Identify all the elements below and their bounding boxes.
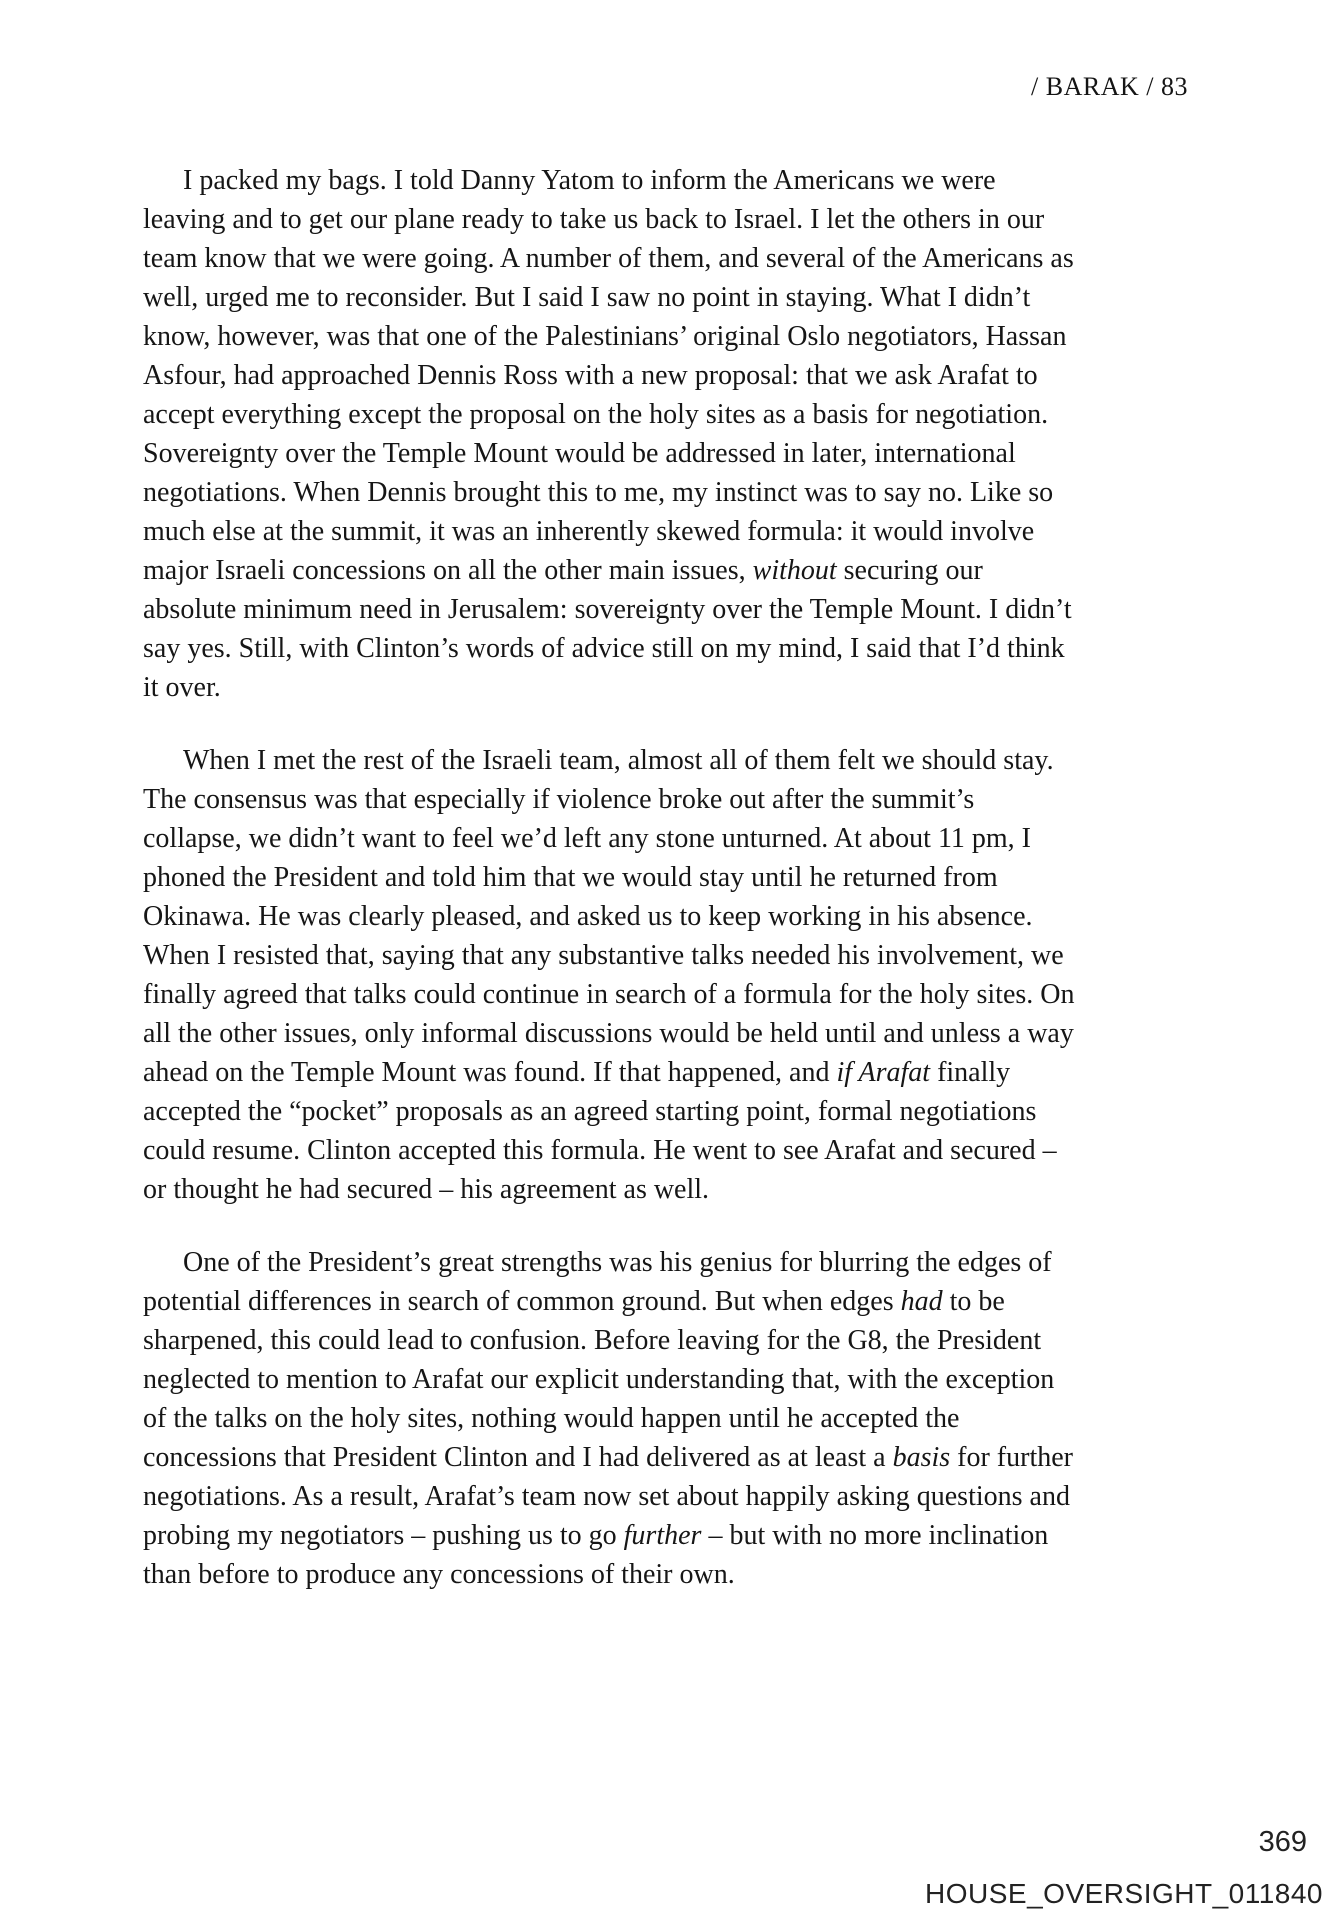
text-segment: potential differences in search of common ground. But when edges	[143, 1286, 901, 1317]
text-line	[143, 741, 1183, 780]
text-segment: securing our	[836, 555, 983, 586]
text-segment: When I resisted that, saying that any substantive talks needed his involvement, we	[143, 940, 1064, 971]
text-segment: Okinawa. He was clearly pleased, and asked us to keep working in his absence.	[143, 901, 1033, 932]
text-line	[143, 1092, 1183, 1131]
text-segment: leaving and to get our plane ready to take us back to Israel. I let the others in our	[143, 204, 1045, 235]
text-line	[143, 395, 1183, 434]
text-line	[143, 161, 1183, 200]
text-segment: say yes. Still, with Clinton’s words of advice still on my mind, I said that I’d think	[143, 633, 1065, 664]
text-segment: finally agreed that talks could continue in search of a formula for the holy sites. On	[143, 979, 1075, 1010]
text-line	[143, 668, 1183, 707]
text-line	[143, 858, 1183, 897]
paragraph-3	[143, 1243, 1183, 1594]
italic-text-segment: without	[752, 555, 837, 586]
text-line	[143, 473, 1183, 512]
text-line	[143, 1477, 1183, 1516]
text-segment: accepted the “pocket” proposals as an agreed starting point, formal negotiations	[143, 1096, 1037, 1127]
text-line	[143, 936, 1183, 975]
text-segment: One of the President’s great strengths was his genius for blurring the edges of	[183, 1247, 1052, 1278]
text-line	[143, 1053, 1183, 1092]
paragraph-2	[143, 741, 1183, 1209]
text-segment: could resume. Clinton accepted this formula. He went to see Arafat and secured –	[143, 1135, 1057, 1166]
text-line	[143, 780, 1183, 819]
text-segment: negotiations. As a result, Arafat’s team now set about happily asking questions and	[143, 1481, 1070, 1512]
text-line	[143, 1555, 1183, 1594]
text-segment: well, urged me to reconsider. But I said I saw no point in staying. What I didn’t	[143, 282, 1031, 313]
text-segment: accept everything except the proposal on the holy sites as a basis for negotiation.	[143, 399, 1049, 430]
text-line	[143, 1516, 1183, 1555]
text-segment: major Israeli concessions on all the other main issues,	[143, 555, 753, 586]
text-line	[143, 1243, 1183, 1282]
italic-text-segment: if Arafat	[836, 1057, 931, 1088]
text-segment: Asfour, had approached Dennis Ross with a new proposal: that we ask Arafat to	[143, 360, 1038, 391]
text-segment: or thought he had secured – his agreement as well.	[143, 1174, 710, 1205]
text-segment: collapse, we didn’t want to feel we’d left any stone unturned. At about 11 pm, I	[143, 823, 1032, 854]
text-segment: of the talks on the holy sites, nothing would happen until he accepted the	[143, 1403, 960, 1434]
text-segment: The consensus was that especially if violence broke out after the summit’s	[143, 784, 975, 815]
text-segment: negotiations. When Dennis brought this to me, my instinct was to say no. Like so	[143, 477, 1054, 508]
text-line	[143, 1131, 1183, 1170]
italic-text-segment: had	[900, 1286, 943, 1317]
text-segment: for further	[950, 1442, 1073, 1473]
text-line	[143, 1438, 1183, 1477]
text-line	[143, 1399, 1183, 1438]
text-line	[143, 278, 1183, 317]
text-line	[143, 819, 1183, 858]
text-segment: much else at the summit, it was an inherently skewed formula: it would involve	[143, 516, 1035, 547]
text-segment: finally	[930, 1057, 1011, 1088]
body-text-block	[143, 161, 1183, 1628]
text-segment: phoned the President and told him that we would stay until he returned from	[143, 862, 998, 893]
text-segment: all the other issues, only informal discussions would be held until and unless a way	[143, 1018, 1074, 1049]
text-line	[143, 1014, 1183, 1053]
text-segment: sharpened, this could lead to confusion. Before leaving for the G8, the President	[143, 1325, 1042, 1356]
text-segment: ahead on the Temple Mount was found. If that happened, and	[143, 1057, 837, 1088]
text-line	[143, 975, 1183, 1014]
text-segment: to be	[942, 1286, 1005, 1317]
text-line	[143, 897, 1183, 936]
text-line	[143, 512, 1183, 551]
text-segment: absolute minimum need in Jerusalem: sovereignty over the Temple Mount. I didn’t	[143, 594, 1072, 625]
bates-stamp: HOUSE_OVERSIGHT_011840	[925, 1878, 1323, 1909]
text-segment: probing my negotiators – pushing us to go	[143, 1520, 624, 1551]
text-line	[143, 1360, 1183, 1399]
running-header: / BARAK / 83	[1031, 72, 1188, 101]
text-line	[143, 551, 1183, 590]
text-line	[143, 239, 1183, 278]
text-segment: – but with no more inclination	[701, 1520, 1049, 1551]
text-line	[143, 590, 1183, 629]
page-number: 369	[1258, 1826, 1307, 1858]
text-segment: neglected to mention to Arafat our explicit understanding that, with the exception	[143, 1364, 1055, 1395]
italic-text-segment: basis	[892, 1442, 951, 1473]
italic-text-segment: further	[623, 1520, 702, 1551]
text-segment: concessions that President Clinton and I had delivered as at least a	[143, 1442, 893, 1473]
text-line	[143, 356, 1183, 395]
text-segment: Sovereignty over the Temple Mount would be addressed in later, international	[143, 438, 1016, 469]
text-segment: When I met the rest of the Israeli team, almost all of them felt we should stay.	[183, 745, 1054, 776]
text-line	[143, 629, 1183, 668]
paragraph-1	[143, 161, 1183, 707]
text-line	[143, 1170, 1183, 1209]
text-segment: team know that we were going. A number of them, and several of the Americans as	[143, 243, 1074, 274]
text-line	[143, 1282, 1183, 1321]
text-segment: I packed my bags. I told Danny Yatom to inform the Americans we were	[183, 165, 996, 196]
text-segment: know, however, was that one of the Palestinians’ original Oslo negotiators, Hassan	[143, 321, 1067, 352]
text-line	[143, 434, 1183, 473]
text-line	[143, 200, 1183, 239]
text-segment: than before to produce any concessions of their own.	[143, 1559, 735, 1590]
text-segment: it over.	[143, 672, 221, 703]
text-line	[143, 317, 1183, 356]
text-line	[143, 1321, 1183, 1360]
